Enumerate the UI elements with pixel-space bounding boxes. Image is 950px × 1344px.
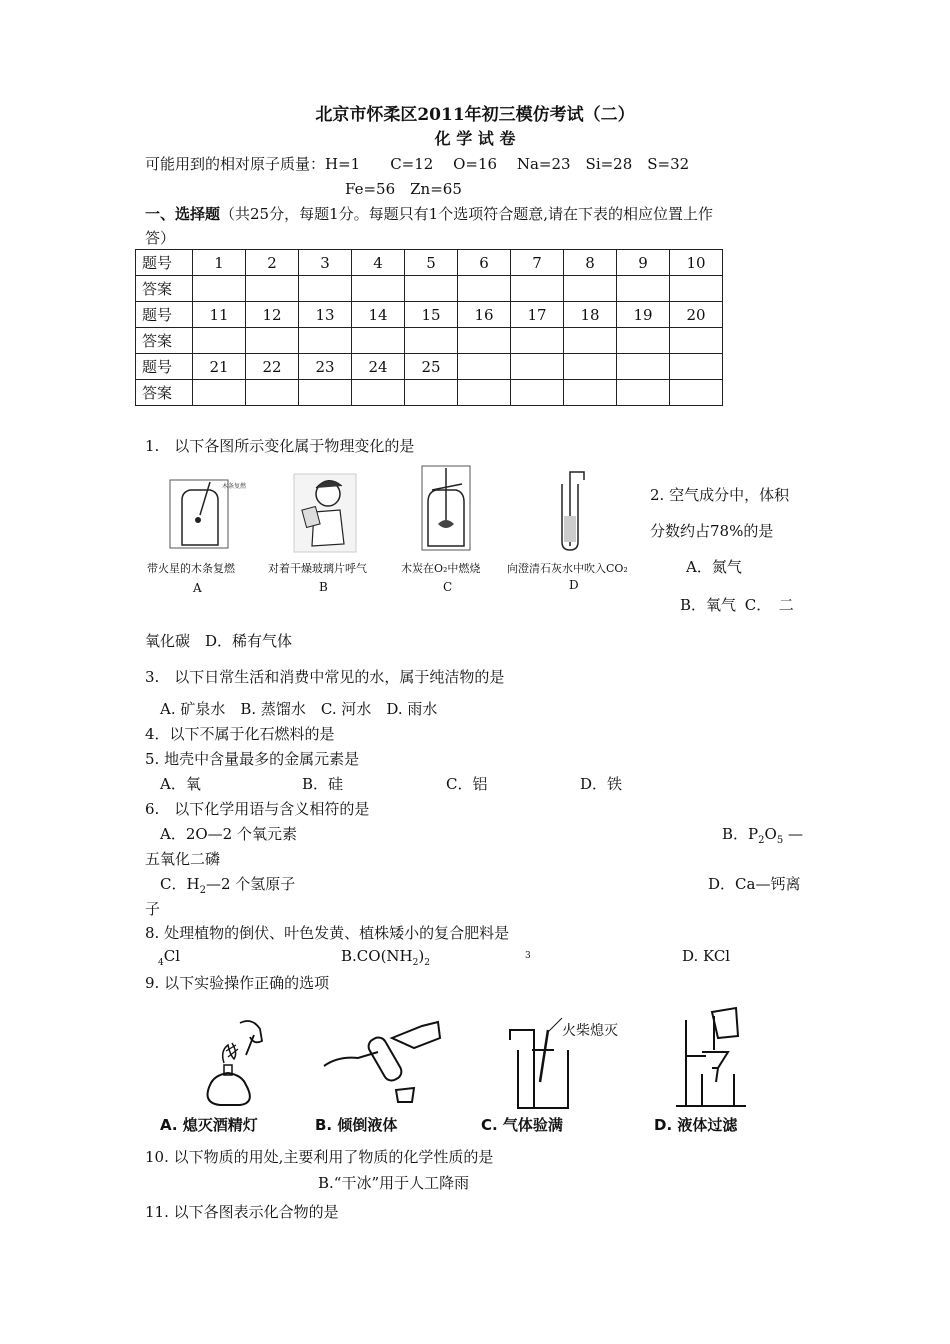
table-row [136,380,723,406]
answer-cell[interactable] [670,276,723,302]
lid-icon [432,484,462,490]
answer-cell[interactable] [299,276,352,302]
q9-label-d: D. 液体过滤 [654,1116,738,1134]
beaker-icon [702,1074,734,1106]
q1-figure-d [552,470,592,554]
page-title: 北京市怀柔区2011年初三模仿考试（二） [315,105,635,125]
table-row [136,354,723,380]
answer-cell[interactable] [511,276,564,302]
q2-line-continued: 氧化碳 D．稀有气体 [145,632,293,650]
table-row [136,250,723,276]
q8-option-d: D. KCl [682,947,731,965]
q5-option-d: D．铁 [580,775,623,793]
limewater-icon [564,516,576,542]
q8-option-b [341,947,430,968]
q3-options: A. 矿泉水 B. 蒸馏水 C. 河水 D. 雨水 [160,700,438,718]
bottle-stopper-icon [396,1088,414,1102]
figure-inner-text: 木条复燃 [222,483,247,490]
q1-figure-c [418,462,474,554]
section1-heading: 一、选择题 [145,205,221,223]
q9-label-b: B. 倾倒液体 [315,1116,398,1134]
q4-stem: 4．以下不属于化石燃料的是 [145,725,335,743]
reagent-bottle-icon [392,1022,440,1048]
row-label-answer: 答案 [136,328,193,354]
q9-label-c: C. 气体验满 [481,1116,563,1134]
q1-stem: 1. 以下各图所示变化属于物理变化的是 [145,437,415,455]
hand-icon [324,1052,378,1066]
q8-b-sub: 2 [412,958,419,968]
q9-figure-b [318,1012,448,1112]
spark-icon [195,517,201,523]
q1-letter-d: D [569,578,579,592]
q6-option-b-continued: 五氧化二磷 [145,850,221,868]
wood-stick-icon [200,482,210,515]
answer-cell[interactable] [458,276,511,302]
q5-stem: 5. 地壳中含量最多的金属元素是 [145,750,360,768]
q1-caption-b: 对着干燥玻璃片呼气 [268,562,367,575]
q9-figure-a [180,1015,300,1110]
q5-option-b: B．硅 [302,775,344,793]
answer-cell[interactable] [405,276,458,302]
answer-cell[interactable] [670,380,723,406]
q5-option-c: C．铝 [446,775,488,793]
question-number [458,354,511,380]
q8-stem: 8. 处理植物的倒伏、叶色发黄、植株矮小的复合肥料是 [145,924,510,942]
q6-b-mid: O [764,825,777,843]
question-number: 25 [405,354,458,380]
match-icon [540,1030,548,1082]
q1-letter-b: B [319,580,328,594]
answer-cell[interactable] [564,380,617,406]
q6-b-sub1: 2 [758,835,765,846]
question-number: 5 [405,250,458,276]
q10-option-b: B.“干冰”用于人工降雨 [318,1174,470,1192]
question-number: 17 [511,302,564,328]
answer-cell[interactable] [458,380,511,406]
q1-caption-c: 木炭在O₂中燃烧 [401,562,481,575]
question-number: 2 [246,250,299,276]
section1-instructions [145,203,713,224]
answer-cell[interactable] [405,380,458,406]
q9-figure-d [666,1002,756,1112]
q1-caption-a: 带火星的木条复燃 [147,562,235,575]
q6-b-sub2: 5 [776,835,784,846]
q6-option-c [160,873,295,896]
question-number: 14 [352,302,405,328]
pointer-line [548,1018,562,1032]
question-number: 1 [193,250,246,276]
answer-cell[interactable] [617,380,670,406]
question-number: 16 [458,302,511,328]
question-number: 21 [193,354,246,380]
question-number: 23 [299,354,352,380]
answer-cell[interactable] [617,328,670,354]
q8-option-a [158,947,180,968]
answer-cell[interactable] [246,276,299,302]
question-number [564,354,617,380]
answer-cell[interactable] [511,328,564,354]
q6-option-a: A．2O—2 个氧元素 [160,825,297,843]
question-number [617,354,670,380]
q1-letter-c: C [443,580,453,594]
answer-cell[interactable] [299,380,352,406]
question-number: 10 [670,250,723,276]
q6-b-suffix: — [783,825,803,843]
q6-option-d-continued: 子 [145,900,161,918]
row-label-question: 题号 [136,354,193,380]
row-label-question: 题号 [136,302,193,328]
answer-cell[interactable] [458,328,511,354]
bottle-icon [182,490,218,545]
answer-cell[interactable] [299,328,352,354]
answer-cell[interactable] [246,328,299,354]
question-number: 13 [299,302,352,328]
q2-line2: 分数约占78%的是 [650,522,774,540]
q2-option-bc: B．氧气 C． 二 [680,596,794,614]
q9-label-a: A. 熄灭酒精灯 [160,1116,258,1134]
answer-cell[interactable] [670,328,723,354]
question-number: 19 [617,302,670,328]
answer-table [135,249,723,406]
q8-b-text: B.CO(NH [341,947,413,965]
q10-stem: 10. 以下物质的用处,主要利用了物质的化学性质的是 [145,1148,494,1166]
atomic-masses-line1: 可能用到的相对原子质量：H=1 C=12 O=16 Na=23 Si=28 S=32 [145,155,690,173]
question-number: 22 [246,354,299,380]
question-number: 24 [352,354,405,380]
question-number: 20 [670,302,723,328]
question-number: 11 [193,302,246,328]
q6-option-b [722,823,803,846]
answer-cell[interactable] [352,328,405,354]
question-number: 12 [246,302,299,328]
table-row [136,276,723,302]
q5-option-a: A．氧 [160,775,201,793]
atomic-masses-line2: Fe=56 Zn=65 [345,180,462,198]
row-label-question: 题号 [136,250,193,276]
answer-cell[interactable] [564,328,617,354]
answer-cell[interactable] [352,276,405,302]
q1-figure-b [292,472,358,554]
q11-stem: 11. 以下各图表示化合物的是 [145,1203,339,1221]
alcohol-lamp-icon [208,1073,250,1105]
answer-cell[interactable] [193,380,246,406]
question-number: 18 [564,302,617,328]
q1-caption-d: 向澄清石灰水中吹入CO₂ [507,562,628,575]
table-row [136,302,723,328]
q6-stem: 6. 以下化学用语与含义相符的是 [145,800,370,818]
q8-option-c-sub: 3 [525,951,531,961]
table-row [136,328,723,354]
row-label-answer: 答案 [136,380,193,406]
row-label-answer: 答案 [136,276,193,302]
question-number: 9 [617,250,670,276]
pouring-beaker-icon [712,1008,738,1038]
q2-line1: 2. 空气成分中，体积 [650,486,790,504]
q9-match-label: 火柴熄灭 [562,1023,618,1039]
q1-figure-a [160,470,247,555]
answer-cell[interactable] [511,380,564,406]
question-number: 7 [511,250,564,276]
question-number: 6 [458,250,511,276]
q6-c-prefix: C．H [160,875,200,893]
answer-cell[interactable] [352,380,405,406]
question-number: 3 [299,250,352,276]
question-number [511,354,564,380]
section1-desc2: 答） [145,229,176,247]
q6-b-prefix: B．P [722,825,759,843]
q8-a-sub: 4 [158,958,164,968]
answer-cell[interactable] [405,328,458,354]
q2-option-a: A．氮气 [686,558,742,576]
charcoal-flame-icon [438,520,454,528]
question-number: 8 [564,250,617,276]
q1-letter-a: A [193,581,202,595]
question-number: 15 [405,302,458,328]
page-subtitle: 化 学 试 卷 [434,129,516,148]
answer-cell[interactable] [193,328,246,354]
section1-desc1: （共25分，每题1分。每题只有1个选项符合题意,请在下表的相应位置上作 [220,205,713,223]
q8-b-sub2: 2 [424,958,430,968]
q8-b-end: ) [418,947,425,965]
question-number [670,354,723,380]
question-number: 4 [352,250,405,276]
answer-cell[interactable] [564,276,617,302]
answer-cell[interactable] [246,380,299,406]
answer-cell[interactable] [617,276,670,302]
q3-stem: 3. 以下日常生活和消费中常见的水，属于纯洁物的是 [145,668,505,686]
delivery-tube-icon [510,1030,534,1108]
person-face-icon [240,1021,262,1055]
q9-stem: 9. 以下实验操作正确的选项 [145,974,330,992]
q8-a-text: Cl [163,947,181,965]
q6-c-suffix: —2 个氢原子 [205,875,296,893]
q6-c-sub: 2 [199,885,206,896]
answer-cell[interactable] [193,276,246,302]
q6-option-d: D．Ca—钙离 [708,875,801,893]
